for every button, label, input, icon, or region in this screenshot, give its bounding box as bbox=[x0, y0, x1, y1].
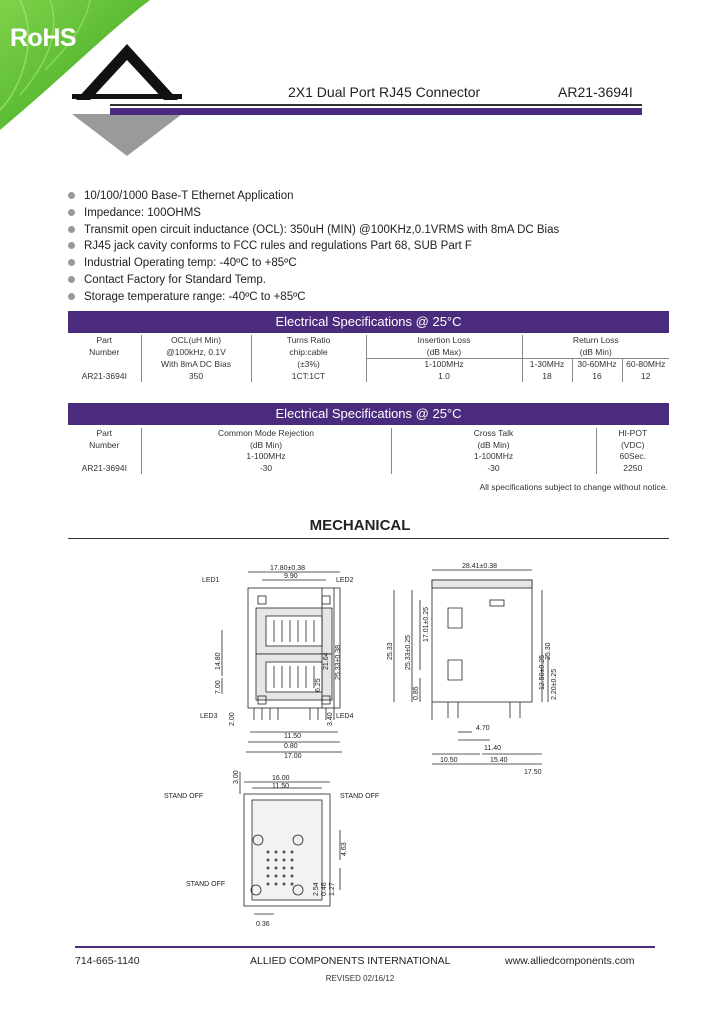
page-title: 2X1 Dual Port RJ45 Connector bbox=[288, 84, 481, 100]
label-led4: LED4 bbox=[336, 713, 354, 720]
feature-item: Industrial Operating temp: -40ºC to +85ºC bbox=[68, 255, 559, 272]
dim-label: 2.54 bbox=[313, 882, 320, 896]
header-rl-band: 1-30MHz bbox=[522, 359, 572, 371]
dim-label: 3.00 bbox=[233, 770, 240, 784]
header-part-2: Number bbox=[89, 439, 120, 450]
dim-label: 6.25 bbox=[315, 678, 322, 692]
cell-il: 1.0 bbox=[366, 371, 522, 383]
feature-item: Contact Factory for Standard Temp. bbox=[68, 272, 559, 289]
header-insertion-loss: Insertion Loss bbox=[366, 335, 522, 347]
dim-label: 11.50 bbox=[272, 783, 289, 790]
cell-crosstalk: -30 bbox=[391, 463, 596, 475]
header-part-2: Number bbox=[89, 346, 120, 357]
bullet-icon bbox=[68, 209, 75, 216]
header-turns-2: chip:cable bbox=[251, 347, 366, 359]
label-stand-off: STAND OFF bbox=[340, 793, 380, 800]
header-divider bbox=[110, 104, 642, 106]
cell-part: AR21-3694I bbox=[81, 370, 127, 381]
feature-item: Storage temperature range: -40ºC to +85ºC bbox=[68, 289, 559, 306]
feature-item: 10/100/1000 Base-T Ethernet Application bbox=[68, 188, 559, 205]
header-rl-band: 30-60MHz bbox=[572, 359, 622, 371]
feature-list bbox=[68, 188, 559, 306]
label-led2: LED2 bbox=[336, 577, 354, 584]
header-hipot: HI-POT bbox=[596, 428, 669, 440]
header-insertion-loss-3: 1-100MHz bbox=[366, 359, 522, 371]
label-stand-off: STAND OFF bbox=[186, 881, 226, 888]
dim-label: 15.40 bbox=[490, 757, 508, 764]
dim-label: 25.30 bbox=[545, 642, 552, 660]
dim-label: 0.36 bbox=[256, 921, 270, 928]
company-logo bbox=[72, 42, 182, 160]
dim-label: 12.50±0.25 bbox=[539, 655, 546, 690]
bullet-icon bbox=[68, 242, 75, 249]
dim-label: 25.33±0.25 bbox=[405, 635, 412, 670]
bullet-icon bbox=[68, 226, 75, 233]
cell-part: AR21-3694I bbox=[81, 462, 127, 473]
dim-label: 16.00 bbox=[272, 775, 290, 782]
table-row bbox=[68, 463, 669, 475]
feature-item: RJ45 jack cavity conforms to FCC rules and regulations Part 68, SUB Part F bbox=[68, 238, 559, 255]
header-cmr-2: (dB Min) bbox=[141, 440, 391, 452]
mechanical-drawing bbox=[150, 560, 600, 950]
cell-rl: 18 bbox=[522, 371, 572, 383]
header-turns: Turns Ratio bbox=[251, 335, 366, 347]
header-cmr: Common Mode Rejection bbox=[141, 428, 391, 440]
spec-table-1 bbox=[68, 335, 669, 382]
header-ocl: OCL(uH Min) bbox=[141, 335, 251, 347]
header-cmr-3: 1-100MHz bbox=[141, 451, 391, 463]
dim-label: 11.50 bbox=[284, 733, 301, 740]
header-return-loss: Return Loss bbox=[522, 335, 669, 347]
header-hipot-2: (VDC) bbox=[596, 440, 669, 452]
part-number: AR21-3694I bbox=[558, 84, 633, 100]
spec-table-2-title: Electrical Specifications @ 25°C bbox=[68, 403, 669, 425]
dim-label: 1.27 bbox=[329, 882, 336, 896]
dim-label: 17.00 bbox=[284, 753, 302, 760]
footer-phone: 714-665-1140 bbox=[75, 955, 140, 967]
dim-label: 0.85 bbox=[413, 686, 420, 700]
cell-turns: 1CT:1CT bbox=[251, 371, 366, 383]
spec-note: All specifications subject to change without notice. bbox=[479, 482, 668, 492]
dim-label: 2.00 bbox=[229, 712, 236, 726]
dim-label: 7.00 bbox=[215, 680, 222, 694]
dim-label: 14.80 bbox=[215, 652, 222, 670]
dim-label: 0.80 bbox=[284, 743, 298, 750]
cell-rl: 12 bbox=[622, 371, 669, 383]
header-return-loss-2: (dB Min) bbox=[522, 347, 669, 359]
label-stand-off: STAND OFF bbox=[164, 793, 204, 800]
header-rl-band: 60-80MHz bbox=[622, 359, 669, 371]
header-insertion-loss-2: (dB Max) bbox=[366, 347, 522, 359]
label-led3: LED3 bbox=[200, 713, 218, 720]
header-ocl-3: With 8mA DC Bias bbox=[141, 359, 251, 371]
header-turns-3: (±3%) bbox=[251, 359, 366, 371]
dim-label: 0.46 bbox=[321, 882, 328, 896]
dim-label: 4.63 bbox=[341, 842, 348, 856]
footer-divider bbox=[75, 946, 655, 948]
spec-table-1-title: Electrical Specifications @ 25°C bbox=[68, 311, 669, 333]
footer-company: ALLIED COMPONENTS INTERNATIONAL bbox=[250, 955, 451, 967]
header-crosstalk-2: (dB Min) bbox=[391, 440, 596, 452]
header-hipot-3: 60Sec. bbox=[596, 451, 669, 463]
dim-label: 4.70 bbox=[476, 725, 490, 732]
dim-label: 25.33±0.38 bbox=[335, 645, 342, 680]
dim-label: 17.50 bbox=[524, 769, 542, 776]
dim-label: 9.90 bbox=[284, 573, 298, 580]
bullet-icon bbox=[68, 293, 75, 300]
cell-ocl: 350 bbox=[141, 371, 251, 383]
header-crosstalk: Cross Talk bbox=[391, 428, 596, 440]
header-ocl-2: @100kHz, 0.1V bbox=[141, 347, 251, 359]
cell-hipot: 2250 bbox=[596, 463, 669, 475]
bullet-icon bbox=[68, 192, 75, 199]
dim-label: 28.41±0.38 bbox=[462, 563, 497, 570]
dim-label: 3.40 bbox=[327, 712, 334, 726]
header-part: Part bbox=[96, 335, 113, 345]
dim-label: 10.50 bbox=[440, 757, 458, 764]
cell-cmr: -30 bbox=[141, 463, 391, 475]
feature-item: Impedance: 100OHMS bbox=[68, 205, 559, 222]
header-purple-bar bbox=[110, 108, 642, 115]
spec-table-2 bbox=[68, 428, 669, 474]
dim-label: 17.01±0.25 bbox=[423, 607, 430, 642]
revision-date: REVISED 02/16/12 bbox=[325, 974, 395, 983]
mechanical-divider bbox=[68, 538, 669, 539]
bullet-icon bbox=[68, 259, 75, 266]
header-crosstalk-3: 1-100MHz bbox=[391, 451, 596, 463]
label-led1: LED1 bbox=[202, 577, 220, 584]
rohs-label: RoHS bbox=[10, 24, 77, 52]
table-row bbox=[68, 371, 669, 383]
dim-label: 21.64 bbox=[323, 652, 330, 670]
feature-item: Transmit open circuit inductance (OCL): 350uH (MIN) @100KHz,0.1VRMS with 8mA DC Bias bbox=[68, 222, 559, 239]
dim-label: 11.40 bbox=[484, 745, 501, 752]
header-part: Part bbox=[96, 428, 113, 438]
dim-label: 2.20±0.25 bbox=[551, 668, 558, 700]
footer-website-link[interactable]: www.alliedcomponents.com bbox=[505, 955, 635, 967]
mechanical-title: MECHANICAL bbox=[309, 517, 411, 534]
dim-label: 17.80±0.38 bbox=[270, 565, 305, 572]
cell-rl: 16 bbox=[572, 371, 622, 383]
dim-label: 25.33 bbox=[387, 642, 394, 660]
bullet-icon bbox=[68, 276, 75, 283]
